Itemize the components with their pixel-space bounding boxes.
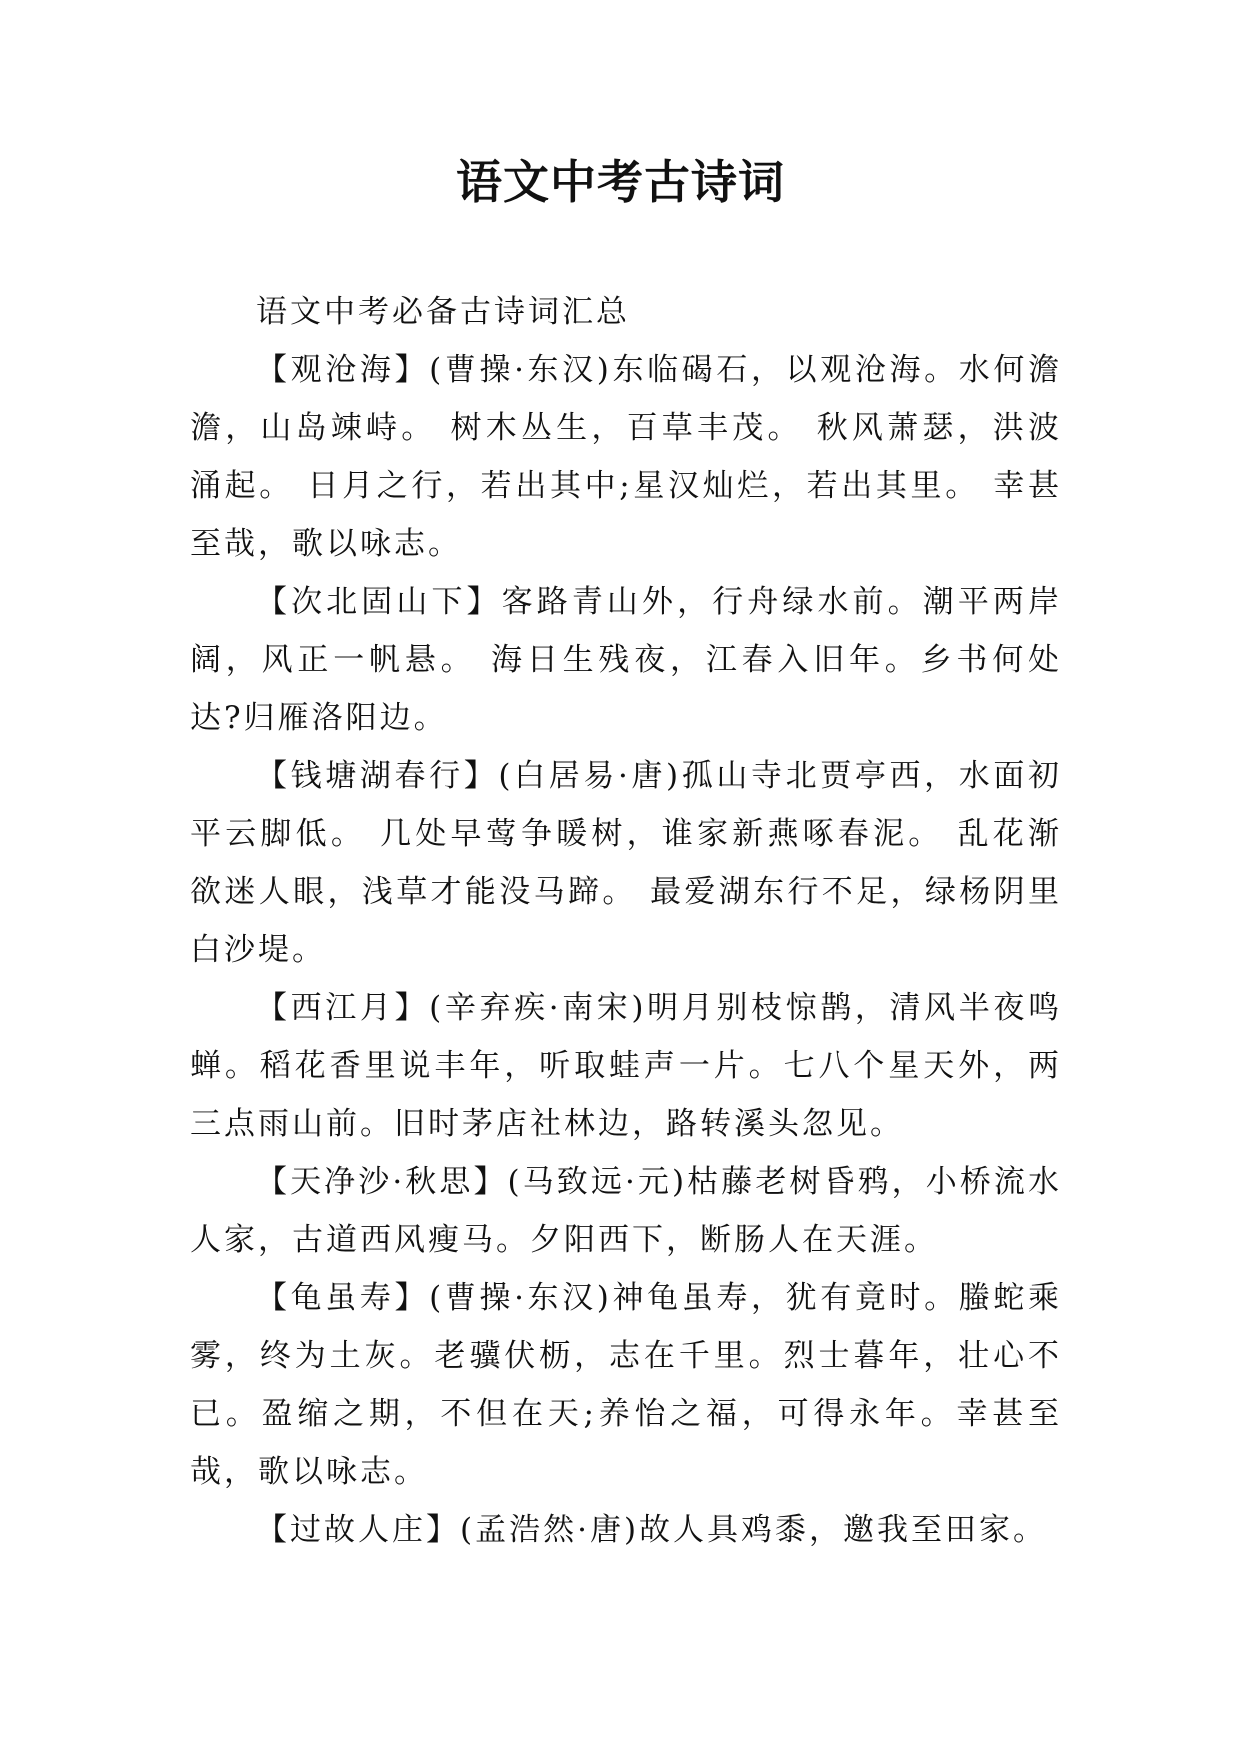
- paragraph-poem-xi-jiang-yue: 【西江月】(辛弃疾·南宋)明月别枝惊鹊，清风半夜鸣蝉。稻花香里说丰年，听取蛙声一片。七八个星天外，两三点雨山前。旧时茅店社林边，路转溪头忽见。: [190, 990, 1062, 1142]
- document-body: [190, 283, 1062, 1559]
- paragraph-poem-guan-cang-hai: 【观沧海】(曹操·东汉)东临碣石，以观沧海。水何澹澹，山岛竦峙。 树木丛生，百草丰茂。 秋风萧瑟，洪波涌起。 日月之行，若出其中;星汉灿烂，若出其里。 幸甚至哉，歌以咏志。: [190, 352, 1062, 562]
- paragraph-poem-ci-bei-gu-shan-xia: 【次北固山下】客路青山外，行舟绿水前。潮平两岸阔，风正一帆悬。 海日生残夜，江春入旧年。乡书何处达?归雁洛阳边。: [190, 584, 1062, 736]
- document-title: 语文中考古诗词: [456, 155, 785, 209]
- paragraph-intro: 语文中考必备古诗词汇总: [256, 294, 630, 330]
- paragraph-poem-qian-tang-hu-chun-xing: 【钱塘湖春行】(白居易·唐)孤山寺北贾亭西，水面初平云脚低。 几处早莺争暖树，谁家新燕啄春泥。 乱花渐欲迷人眼，浅草才能没马蹄。 最爱湖东行不足，绿杨阴里白沙堤。: [190, 758, 1062, 968]
- paragraph-poem-gui-sui-shou: 【龟虽寿】(曹操·东汉)神龟虽寿，犹有竟时。螣蛇乘雾，终为土灰。老骥伏枥，志在千里。烈士暮年，壮心不已。盈缩之期，不但在天;养怡之福，可得永年。幸甚至哉，歌以咏志。: [190, 1280, 1062, 1490]
- paragraph-poem-guo-gu-ren-zhuang: 【过故人庄】(孟浩然·唐)故人具鸡黍，邀我至田家。: [256, 1512, 1048, 1548]
- paragraph-poem-tian-jing-sha: 【天净沙·秋思】(马致远·元)枯藤老树昏鸦，小桥流水人家，古道西风瘦马。夕阳西下，断肠人在天涯。: [190, 1164, 1062, 1258]
